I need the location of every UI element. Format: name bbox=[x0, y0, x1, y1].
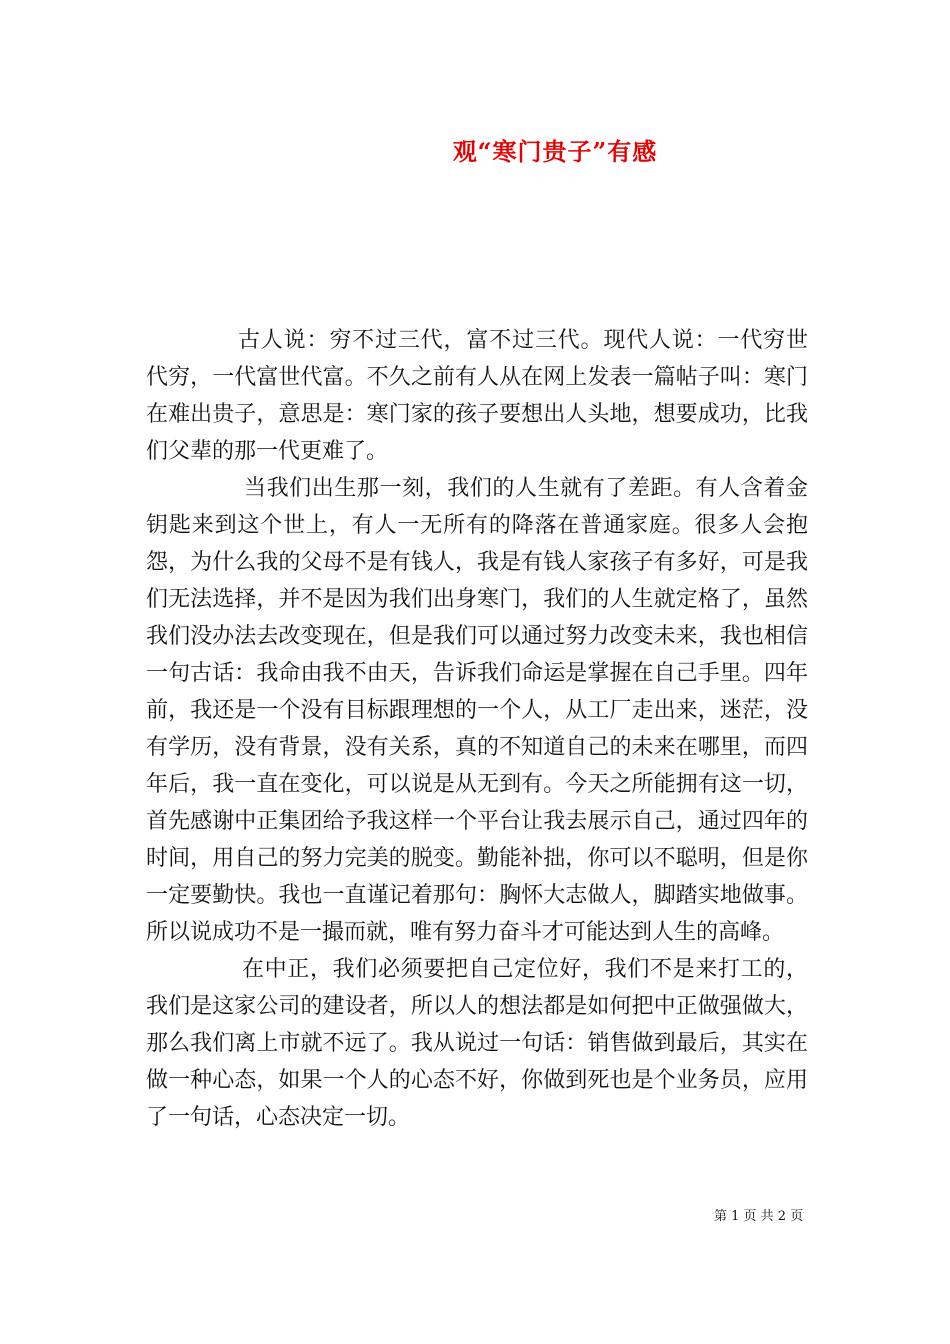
paragraph-3: 在中正，我们必须要把自己定位好，我们不是来打工的，我们是这家公司的建设者，所以人的想法都是如何把中正做强做大，那么我们离上市就不远了。我从说过一句话：销售做到最后，其实在做一种心态，如果一个人的心态不好，你做到死也是个业务员，应用了一句话，心态决定一切。 bbox=[146, 957, 808, 1130]
paragraph-2: 当我们出生那一刻，我们的人生就有了差距。有人含着金钥匙来到这个世上，有人一无所有的降落在普通家庭。很多人会抱怨，为什么我的父母不是有钱人，我是有钱人家孩子有多好，可是我们无法选择，并不是因为我们出身寒门，我们的人生就定格了，虽然我们没办法去改变现在，但是我们可以通过努力改变未来，我也相信一句古话：我命由我不由天，告诉我们命运是掌握在自己手里。四年前，我还是一个没有目标跟理想的一个人，从工厂走出来，迷茫，没有学历，没有背景，没有关系，真的不知道自己的未来在哪里，而四年后，我一直在变化，可以说是从无到有。今天之所能拥有这一切，首先感谢中正集团给予我这样一个平台让我去展示自己，通过四年的时间，用自己的努力完美的脱变。勤能补拙，你可以不聪明，但是你一定要勤快。我也一直谨记着那句：胸怀大志做人，脚踏实地做事。所以说成功不是一撮而就，唯有努力奋斗才可能达到人生的高峰。 bbox=[146, 476, 808, 945]
paragraph-1: 古人说：穷不过三代，富不过三代。现代人说：一代穷世代穷，一代富世代富。不久之前有人从在网上发表一篇帖子叫：寒门在难出贵子，意思是：寒门家的孩子要想出人头地，想要成功，比我们父辈的那一代更难了。 bbox=[146, 328, 808, 464]
document-title: 观“寒门贵子”有感 bbox=[452, 137, 658, 166]
document-body bbox=[146, 322, 808, 1136]
page-number-footer: 第 1 页 共 2 页 bbox=[714, 1209, 804, 1224]
